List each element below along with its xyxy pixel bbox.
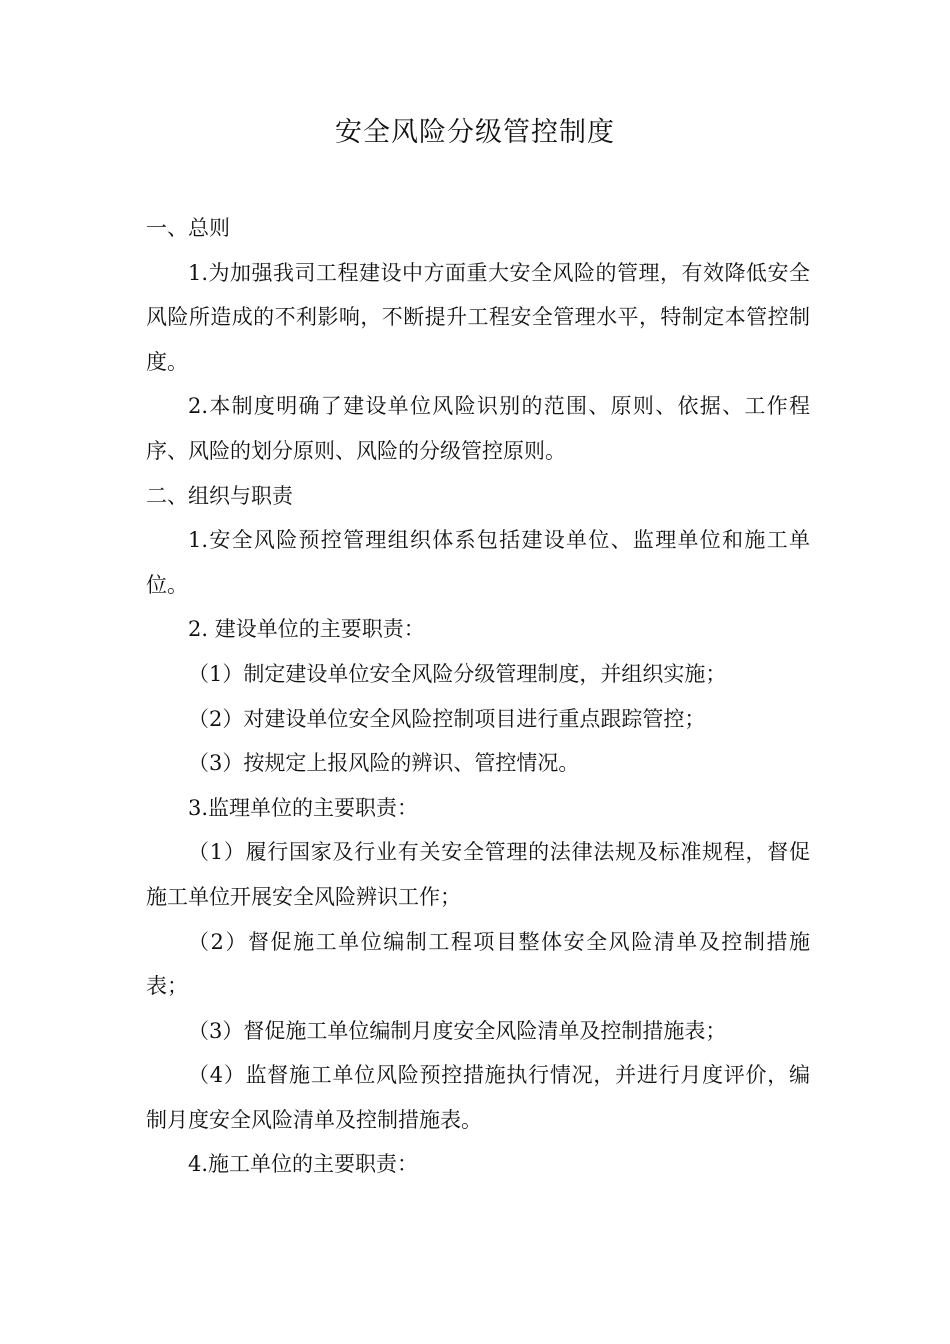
paragraph: 1.安全风险预控管理组织体系包括建设单位、监理单位和施工单位。	[146, 528, 810, 597]
list-item: （3）按规定上报风险的辨识、管控情况。	[188, 751, 580, 776]
document-title: 安全风险分级管控制度	[335, 117, 615, 148]
paragraph: 4.施工单位的主要职责：	[188, 1152, 419, 1177]
paragraph: 3.监理单位的主要职责：	[188, 795, 419, 820]
list-item: （2）对建设单位安全风险控制项目进行重点跟踪管控；	[188, 706, 706, 731]
list-item: （3）督促施工单位编制月度安全风险清单及控制措施表；	[188, 1018, 727, 1043]
section-heading-general: 一、总则	[146, 216, 230, 240]
section-heading-organization: 二、组织与职责	[146, 483, 293, 508]
list-item: （4）监督施工单位风险预控措施执行情况，并进行月度评价，编制月度安全风险清单及控制措施表。	[146, 1063, 810, 1132]
document-body	[146, 206, 810, 1187]
paragraph: 2.本制度明确了建设单位风险识别的范围、原则、依据、工作程序、风险的划分原则、风险的分级管控原则。	[146, 394, 810, 463]
list-item: （2）督促施工单位编制工程项目整体安全风险清单及控制措施表；	[146, 929, 810, 999]
paragraph: 2. 建设单位的主要职责：	[188, 617, 425, 642]
paragraph: 1.为加强我司工程建设中方面重大安全风险的管理，有效降低安全风险所造成的不利影响，不断提升工程安全管理水平，特制定本管控制度。	[146, 260, 810, 374]
list-item: （1）履行国家及行业有关安全管理的法律法规及标准规程，督促施工单位开展安全风险辨识工作；	[146, 840, 810, 909]
list-item: （1）制定建设单位安全风险分级管理制度，并组织实施；	[188, 661, 727, 686]
